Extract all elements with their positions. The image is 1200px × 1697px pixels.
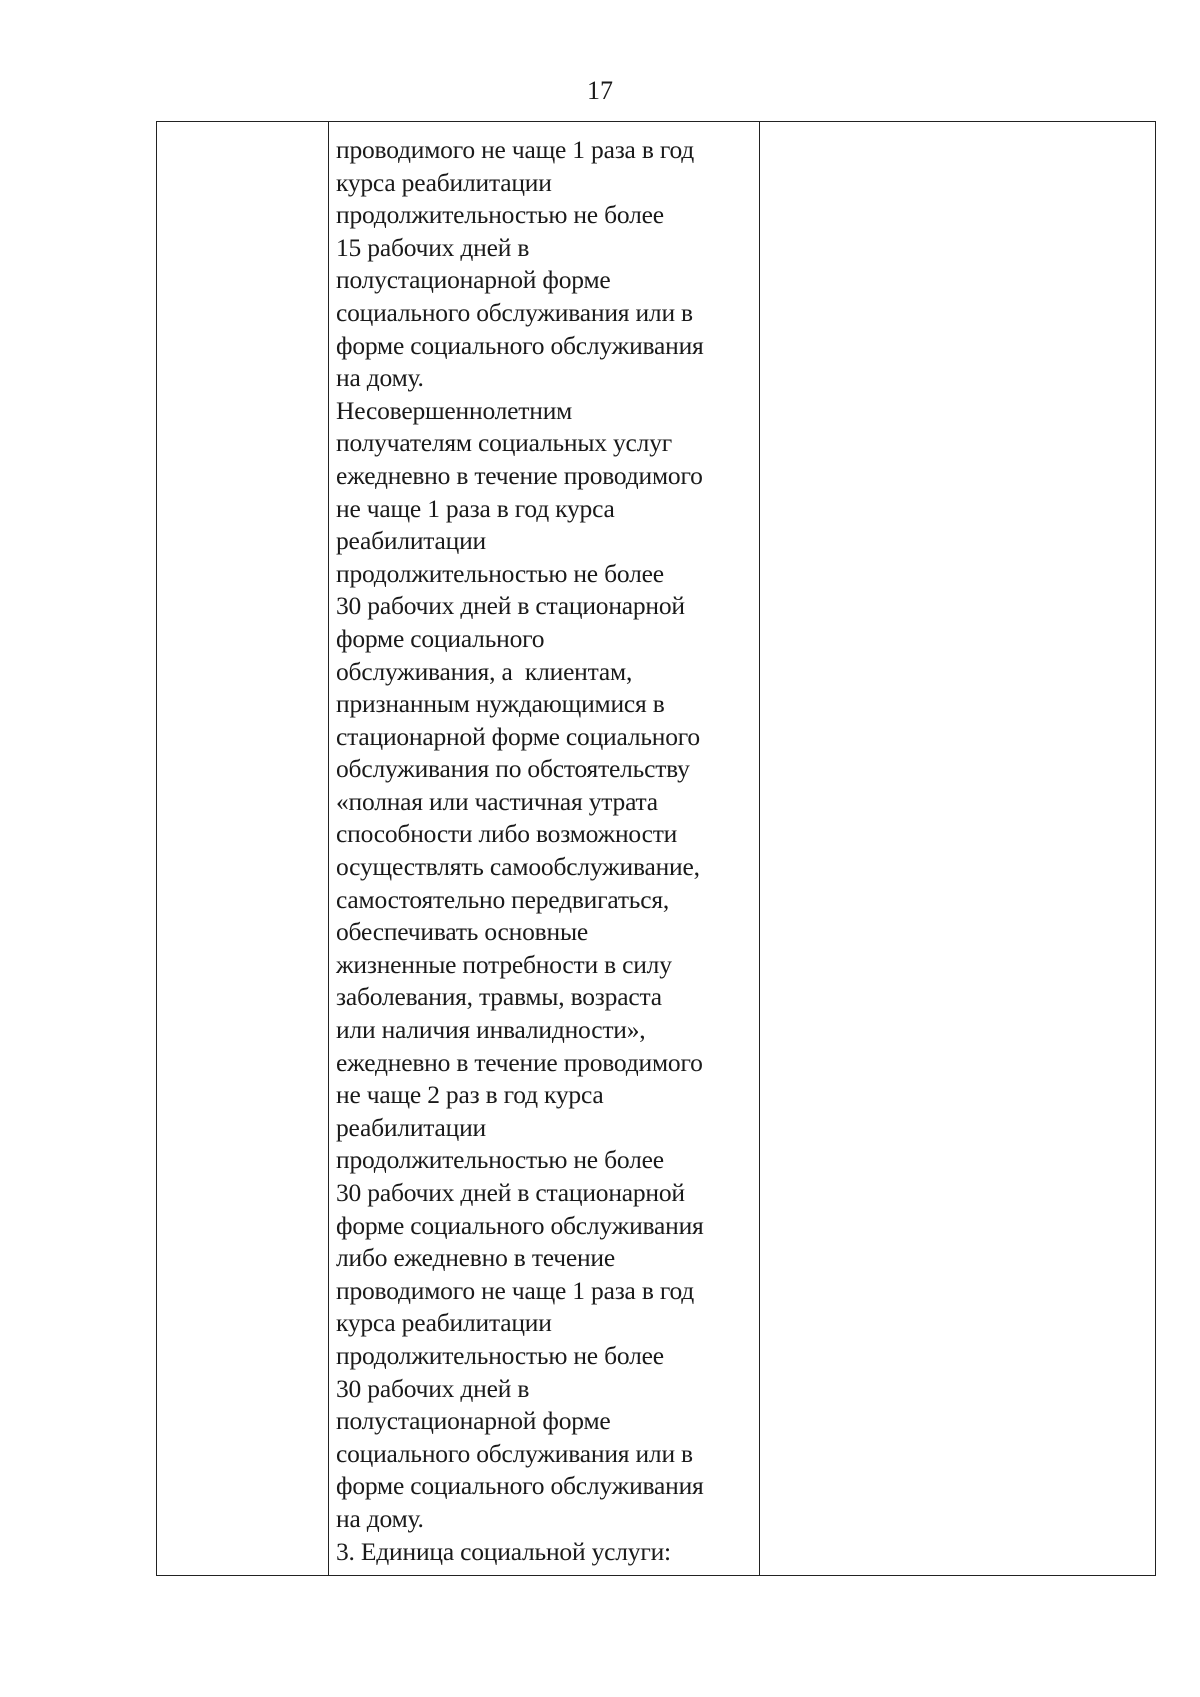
cell-text-line: полустационарной форме [336,265,611,295]
cell-text-line: «полная или частичная утрата [336,786,658,816]
cell-text-line: либо ежедневно в течение [336,1243,615,1273]
cell-text-line: форме социального обслуживания [336,1471,704,1501]
cell-text-line: реабилитации [336,526,487,556]
cell-text-line: Несовершеннолетним [336,395,573,425]
cell-text-line: форме социального обслуживания [336,1210,704,1240]
cell-text-line: 30 рабочих дней в [336,1373,530,1403]
cell-text-line: 3. Единица социальной услуги: [336,1536,671,1566]
cell-text-line: ежедневно в течение проводимого [336,460,703,490]
cell-text-line: ежедневно в течение проводимого [336,1047,703,1077]
cell-text-line: полустационарной форме [336,1406,611,1436]
cell-text-line: на дому. [336,363,424,393]
cell-text-line: продолжительностью не более [336,200,664,230]
cell-text-line: обслуживания по обстоятельству [336,754,690,784]
table-cell-left [157,122,329,1575]
cell-text-line: самостоятельно передвигаться, [336,884,670,914]
cell-text-line: или наличия инвалидности», [336,1015,646,1045]
cell-text-line: 30 рабочих дней в стационарной [336,1178,685,1207]
cell-text-block [336,134,755,1568]
document-table [156,121,1156,1576]
table-cell-middle [329,122,760,1575]
cell-text-line: форме социального [336,623,545,653]
cell-text-line: социального обслуживания или в [336,297,693,327]
cell-text-line: стационарной форме социального [336,721,700,751]
cell-text-line: способности либо возможности [336,819,678,849]
cell-text-line: признанным нуждающимися в [336,689,665,719]
cell-text-line: проводимого не чаще 1 раза в год [336,1275,695,1305]
cell-text-line: проводимого не чаще 1 раза в год [336,135,695,164]
cell-text-line: социального обслуживания или в [336,1438,693,1468]
cell-text-line: 15 рабочих дней в [336,232,530,262]
cell-text-line: не чаще 2 раз в год курса [336,1080,604,1110]
cell-text-line: осуществлять самообслуживание, [336,852,700,882]
cell-text-line: жизненные потребности в силу [336,949,672,979]
cell-text-line: продолжительностью не более [336,558,664,588]
cell-text-line: обеспечивать основные [336,917,589,947]
table-cell-right [760,122,1155,1575]
cell-text-line: заболевания, травмы, возраста [336,982,662,1012]
cell-text-line: курса реабилитации [336,1308,552,1338]
cell-text-line: на дому. [336,1503,424,1533]
cell-text-line: не чаще 1 раза в год курса [336,493,615,523]
cell-text-line: продолжительностью не более [336,1145,664,1175]
cell-text-line: обслуживания, а клиентам, [336,656,633,686]
cell-text-line: продолжительностью не более [336,1340,664,1370]
cell-text-line: реабилитации [336,1112,487,1142]
cell-text-line: форме социального обслуживания [336,330,704,360]
cell-text-line: 30 рабочих дней в стационарной [336,591,685,621]
cell-text-line: получателям социальных услуг [336,428,673,458]
cell-text-line: курса реабилитации [336,167,552,197]
page-number: 17 [587,76,613,105]
